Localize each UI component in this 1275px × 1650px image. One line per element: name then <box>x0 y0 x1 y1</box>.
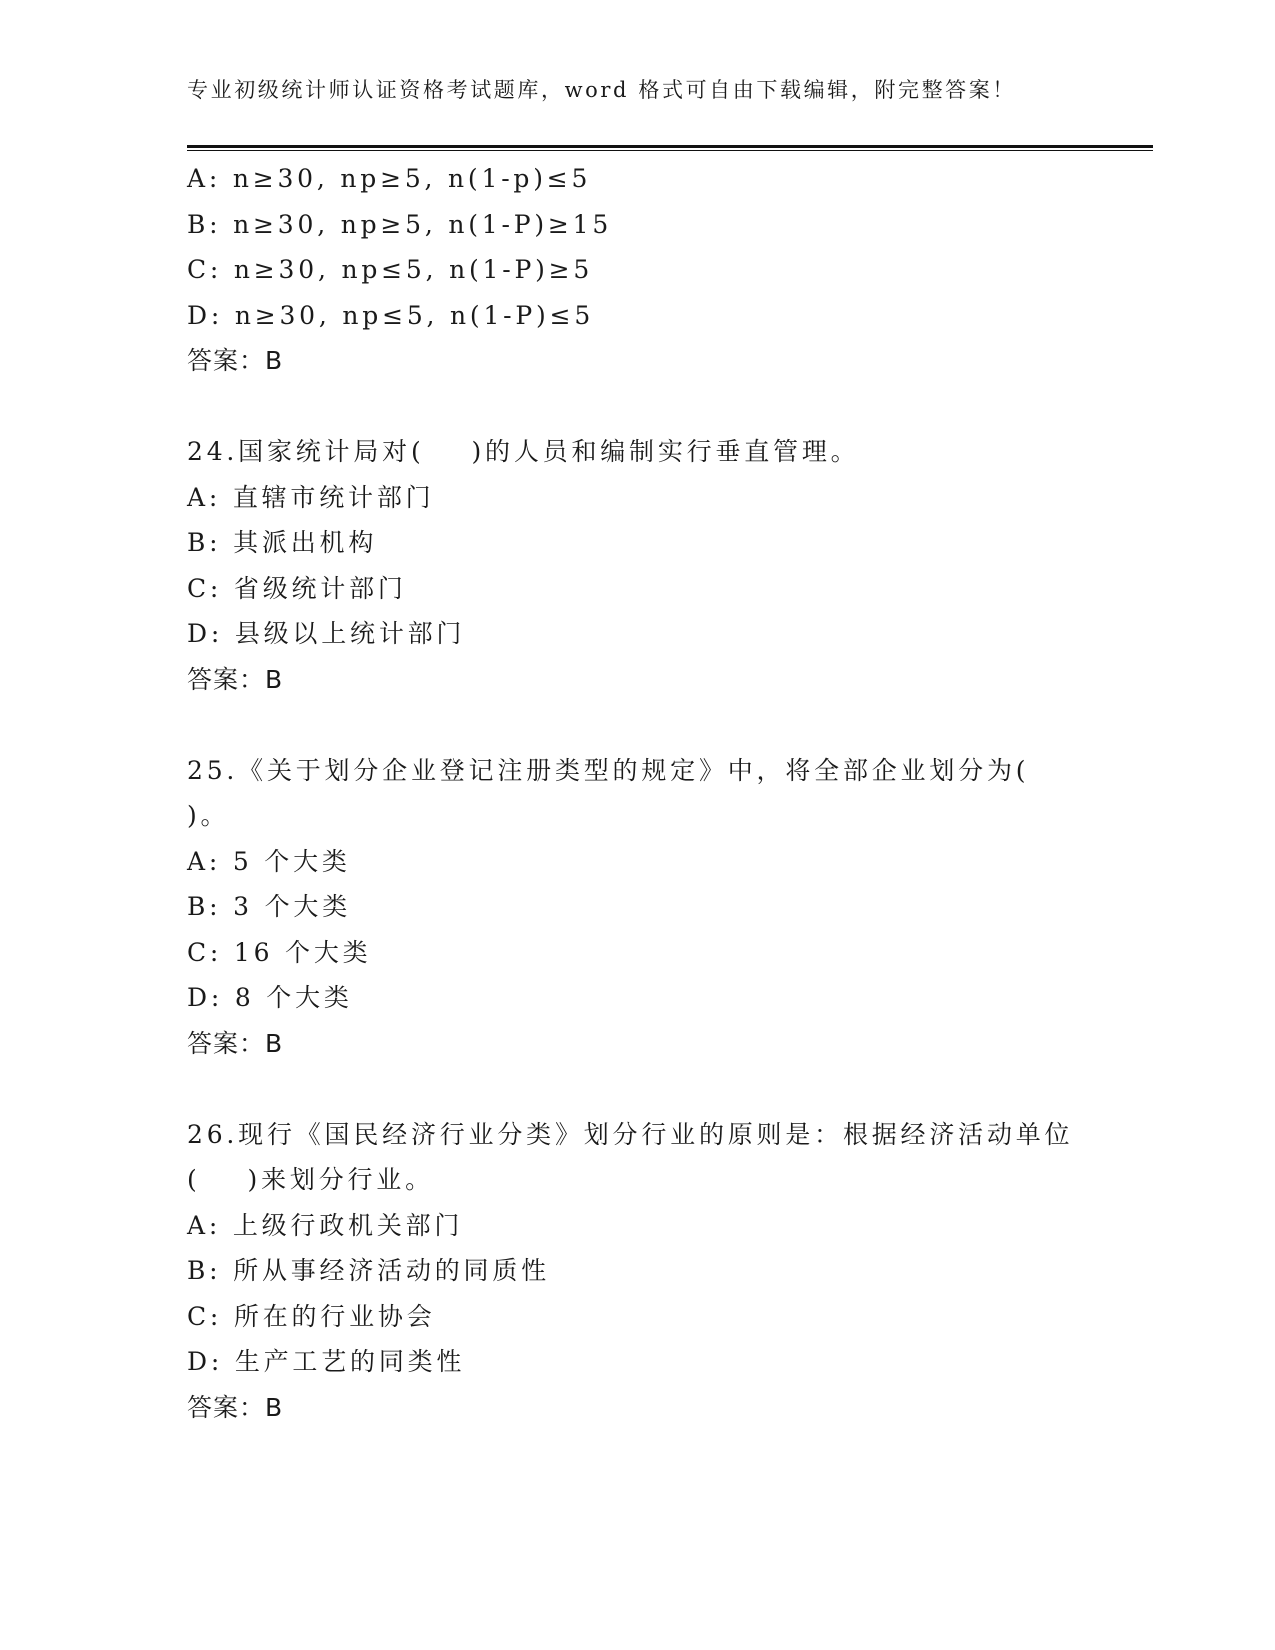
page-header: 专业初级统计师认证资格考试题库，word 格式可自由下载编辑，附完整答案！ <box>187 78 1016 102</box>
option-d: D: 8 个大类 <box>187 983 353 1012</box>
question-26 <box>187 1112 1087 1431</box>
question-stem: 26.现行《国民经济行业分类》划分行业的原则是：根据经济活动单位 <box>187 1119 1074 1149</box>
option-c: C: n≥30, np≤5, n(1-P)≥5 <box>187 255 594 284</box>
option-b: B: 3 个大类 <box>187 892 351 921</box>
option-d: D: 县级以上统计部门 <box>187 619 466 648</box>
option-b: B: n≥30, np≥5, n(1-P)≥15 <box>187 209 613 239</box>
question-25 <box>187 748 1087 1067</box>
header-divider <box>187 145 1153 151</box>
answer-label: 答案：B <box>187 346 284 375</box>
option-a: A: 上级行政机关部门 <box>187 1210 464 1240</box>
question-24 <box>187 429 1087 702</box>
question-23 <box>187 156 1087 384</box>
question-stem-continued: )。 <box>187 801 230 830</box>
question-stem-continued: ( )来划分行业。 <box>187 1165 434 1194</box>
option-d: D: n≥30, np≤5, n(1-P)≤5 <box>187 300 595 330</box>
option-c: C: 16 个大类 <box>187 937 372 967</box>
option-b: B: 其派出机构 <box>187 528 378 557</box>
question-stem: 25.《关于划分企业登记注册类型的规定》中，将全部企业划分为( <box>187 755 1030 785</box>
option-b: B: 所从事经济活动的同质性 <box>187 1256 550 1285</box>
option-c: C: 所在的行业协会 <box>187 1301 436 1331</box>
answer-label: 答案：B <box>187 1392 284 1422</box>
question-list <box>187 156 1087 1430</box>
option-a: A: n≥30, np≥5, n(1-p)≤5 <box>187 164 592 193</box>
answer-label: 答案：B <box>187 1028 284 1058</box>
option-d: D: 生产工艺的同类性 <box>187 1347 466 1376</box>
answer-label: 答案：B <box>187 664 284 694</box>
option-a: A: 直辖市统计部门 <box>187 482 435 512</box>
option-c: C: 省级统计部门 <box>187 573 407 603</box>
question-stem: 24.国家统计局对( )的人员和编制实行垂直管理。 <box>187 437 860 466</box>
option-a: A: 5 个大类 <box>187 846 351 876</box>
